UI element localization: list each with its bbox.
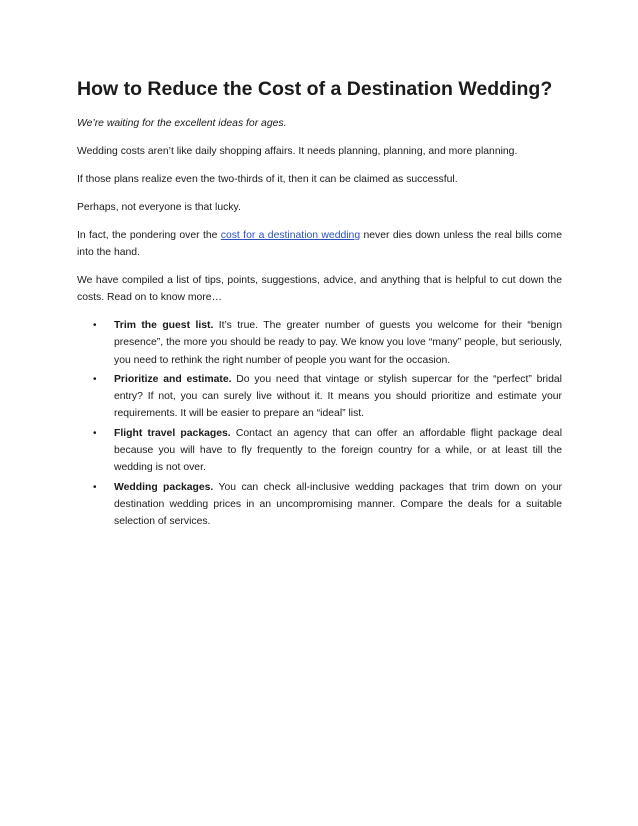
paragraph-1: Wedding costs aren’t like daily shopping affairs. It needs planning, planning, and more planning. — [77, 146, 518, 157]
list-item — [93, 479, 562, 531]
tip-heading: Wedding packages. — [114, 481, 214, 493]
paragraph-with-link — [77, 227, 562, 261]
list-item — [93, 425, 563, 477]
paragraph-3: Perhaps, not everyone is that lucky. — [77, 202, 241, 213]
tips-list — [77, 317, 562, 531]
document-page — [77, 76, 562, 533]
page-title: How to Reduce the Cost of a Destination Wedding? — [77, 78, 553, 100]
bullet-icon: • — [93, 427, 97, 439]
list-intro-text: We have compiled a list of tips, points, suggestions, advice, and anything that is helpful to cut down the costs. Read on to know more… — [77, 275, 562, 303]
cost-destination-wedding-link[interactable]: cost for a destination wedding — [220, 230, 361, 241]
list-item — [93, 317, 562, 369]
tip-text: You can check all-inclusive wedding packages that trim down on your destination wedding prices in an uncompromising manner. Compare the deals for a suitable selection of services. — [114, 481, 562, 528]
bullet-icon: • — [93, 481, 97, 493]
list-item — [93, 371, 562, 423]
tip-text: Contact an agency that can offer an affordable flight package deal because you will have to fly frequently to the foreign country for a while, or at least till the wedding is not over. — [114, 427, 563, 474]
intro-text: We’re waiting for the excellent ideas for ages. — [77, 118, 287, 129]
bullet-icon: • — [93, 320, 97, 331]
tip-text: Do you need that vintage or stylish supercar for the “perfect” bridal entry? If not, you can surely live without it. It means you should prioritize and estimate your requirements. It will be easier to prepare an “ideal” list. — [114, 373, 562, 420]
bullet-icon: • — [93, 373, 97, 385]
tip-heading: Trim the guest list. — [114, 320, 214, 331]
paragraph-2: If those plans realize even the two-thirds of it, then it can be claimed as successful. — [77, 174, 458, 185]
tip-heading: Flight travel packages. — [114, 427, 231, 439]
link-paragraph-before: In fact, the pondering over the — [77, 230, 221, 241]
link-paragraph-after: never dies down unless the real bills come into the hand. — [77, 230, 562, 258]
tip-heading: Prioritize and estimate. — [114, 373, 232, 385]
tip-text: It’s true. The greater number of guests you welcome for their “benign presence”, the more you should be ready to pay. We know you love “many” people, but seriously, you need to rethink the right number of people you want for the occasion. — [114, 320, 562, 366]
